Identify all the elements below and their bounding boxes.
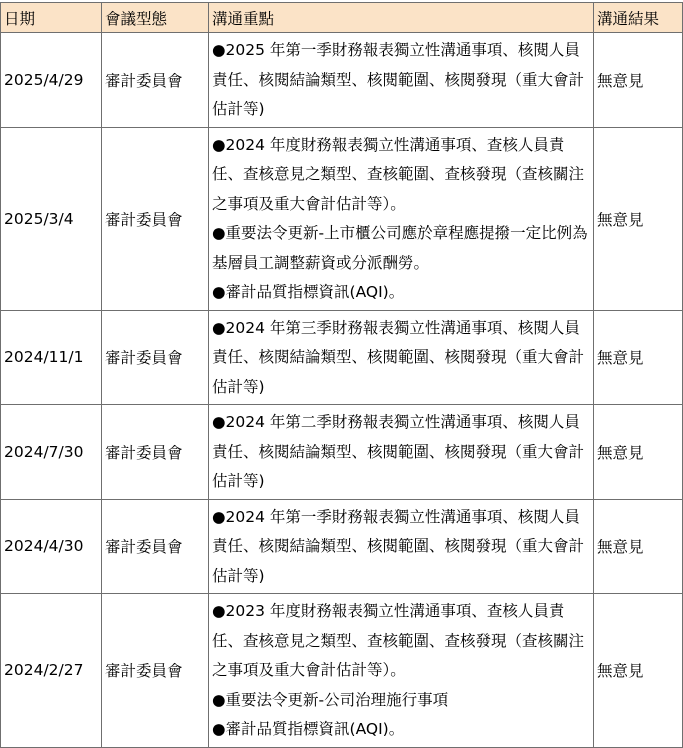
focus-cell [209,33,594,128]
date-cell: 2025/4/29 [1,33,102,128]
table-row [1,594,683,748]
meeting-type-cell: 審計委員會 [102,594,209,748]
date-cell: 2024/11/1 [1,310,102,405]
date-cell: 2024/7/30 [1,405,102,500]
focus-item: ●重要法令更新-上市櫃公司應於章程應提撥一定比例為基層員工調整薪資或分派酬勞。 [212,224,588,272]
table-row [1,405,683,500]
focus-cell [209,499,594,594]
communication-table [0,2,683,748]
result-cell: 無意見 [594,499,683,594]
result-cell: 無意見 [594,310,683,405]
focus-cell [209,594,594,748]
table-row [1,33,683,128]
focus-item: ●重要法令更新-公司治理施行事項 [212,690,449,709]
table-row [1,310,683,405]
focus-cell [209,127,594,310]
date-cell: 2024/2/27 [1,594,102,748]
focus-item: ●2024 年第一季財務報表獨立性溝通事項、核閱人員責任、核閱結論類型、核閱範圍、核閱發現（重大會計估計等) [212,507,585,585]
result-cell: 無意見 [594,127,683,310]
header-row [1,3,683,33]
table-row [1,127,683,310]
meeting-type-cell: 審計委員會 [102,33,209,128]
focus-item: ●2023 年度財務報表獨立性溝通事項、查核人員責任、查核意見之類型、查核範圍、查核發現（查核關注之事項及重大會計估計等）。 [212,602,585,679]
meeting-type-cell: 審計委員會 [102,405,209,500]
meeting-type-cell: 審計委員會 [102,499,209,594]
meeting-type-cell: 審計委員會 [102,310,209,405]
header-focus: 溝通重點 [209,3,594,33]
focus-item: ●2024 年第二季財務報表獨立性溝通事項、核閱人員責任、核閱結論類型、核閱範圍、核閱發現（重大會計估計等) [212,413,585,490]
result-cell: 無意見 [594,405,683,500]
focus-cell [209,310,594,405]
focus-item: ●審計品質指標資訊(AQI)。 [212,283,405,301]
focus-item: ●2025 年第一季財務報表獨立性溝通事項、核閱人員責任、核閱結論類型、核閱範圍、核閱發現（重大會計估計等) [212,41,585,118]
date-cell: 2024/4/30 [1,499,102,594]
focus-item: ●審計品質指標資訊(AQI)。 [212,720,405,738]
meeting-type-cell: 審計委員會 [102,127,209,310]
focus-item: ●2024 年度財務報表獨立性溝通事項、查核人員責任、查核意見之類型、查核範圍、查核發現（查核關注之事項及重大會計估計等）。 [212,135,585,213]
date-cell: 2025/3/4 [1,127,102,310]
table-row [1,499,683,594]
focus-cell [209,405,594,500]
header-date: 日期 [1,3,102,33]
result-cell: 無意見 [594,33,683,128]
result-cell: 無意見 [594,594,683,748]
focus-item: ●2024 年第三季財務報表獨立性溝通事項、核閱人員責任、核閱結論類型、核閱範圍、核閱發現（重大會計估計等) [212,318,585,396]
header-result: 溝通結果 [594,3,683,33]
header-meeting-type: 會議型態 [102,3,209,33]
